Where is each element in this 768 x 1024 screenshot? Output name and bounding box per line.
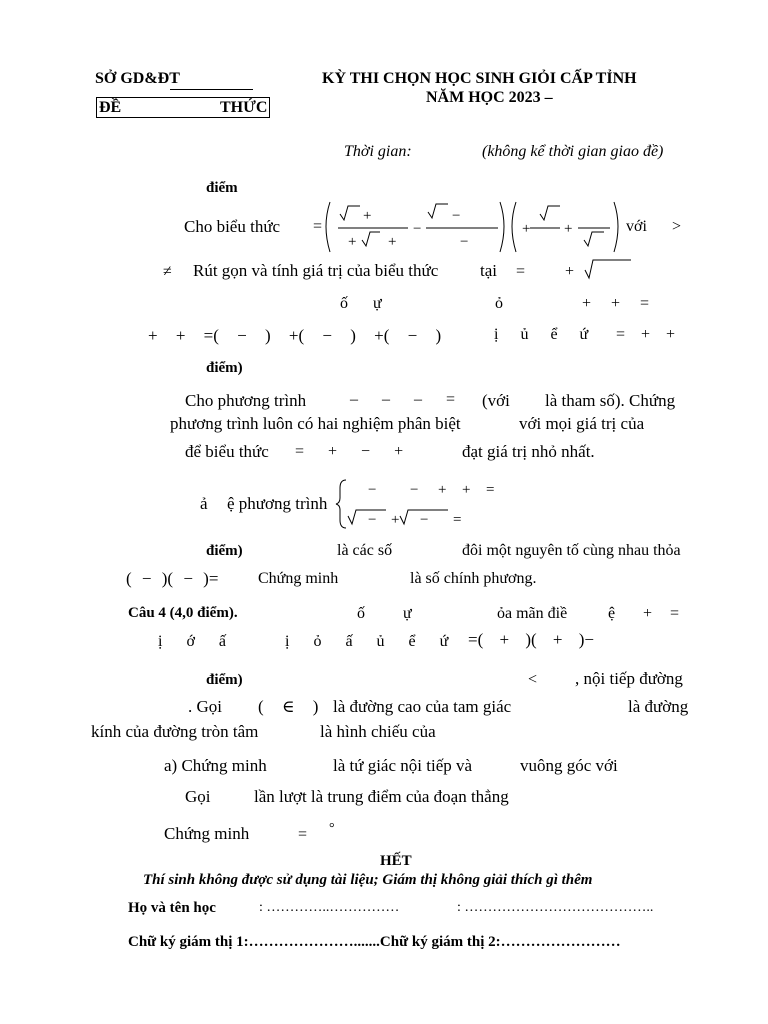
q5-a-line-a: a) Chứng minh (164, 756, 267, 775)
end-marker: HẾT (380, 853, 412, 869)
q1-tai: tại (480, 261, 497, 280)
q1-line3-ops: + + = (582, 295, 650, 312)
proctor-signatures: Chữ ký giám thị 1:………………….......Chữ ký giám thị 2:…………………… (128, 934, 621, 950)
q1-voi: với (626, 218, 647, 235)
q2-line2-a: phương trình luôn có hai nghiệm phân biệt (170, 414, 461, 433)
q2-system-a: ả (200, 494, 208, 513)
svg-text:−: − (452, 208, 461, 224)
time-note: (không kể thời gian giao đề) (482, 143, 664, 160)
q1-line3-b: ự (373, 295, 382, 312)
q1-plus2: + (565, 263, 575, 280)
official-label-left: ĐỀ (99, 99, 122, 116)
svg-text:=: = (453, 512, 462, 528)
footer-note: Thí sinh không được sử dụng tài liệu; Giám thị không giải thích gì thêm (143, 872, 593, 888)
q2-line1-c: là tham số). Chứng (545, 391, 676, 410)
q5-a-line-b: là tứ giác nội tiếp và (333, 756, 473, 775)
q2-points: điểm) (206, 360, 243, 376)
svg-text:+: + (363, 208, 372, 224)
q1-line3-a: ố (340, 295, 348, 312)
svg-text:+: + (522, 221, 531, 237)
q1-expression (320, 198, 640, 258)
system-brace (338, 478, 508, 530)
q4-line2-c: =( + )( + )− (468, 630, 594, 649)
q4-line2-a: ị ớ ấ (158, 633, 227, 650)
sqrt-icon (583, 258, 633, 282)
q4-label: Câu 4 (4,0 điểm). (128, 605, 238, 621)
q5-points: điểm) (206, 672, 243, 688)
time-label: Thời gian: (344, 143, 412, 160)
underline (170, 89, 253, 90)
svg-text:+: + (462, 482, 471, 498)
svg-text:−: − (368, 512, 377, 528)
q3-line2-eq: ( − )( − )= (126, 569, 219, 588)
q1-task: Rút gọn và tính giá trị của biểu thức (193, 261, 439, 280)
q5-line2-d: là đường (628, 697, 689, 716)
q5-c-line-a: Chứng minh (164, 824, 250, 843)
q2-line1-a: Cho phương trình (185, 391, 307, 410)
svg-text:=: = (486, 482, 495, 498)
svg-text:+: + (388, 234, 397, 250)
q3-line2-a: Chứng minh (258, 570, 339, 587)
q1-line3-c: ỏ (495, 295, 503, 312)
q3-line2-b: là số chính phương. (410, 570, 537, 587)
q1-neq: ≠ (163, 263, 172, 280)
q4-line1-c: ệ (608, 605, 616, 622)
department-label: SỞ GD&ĐT (95, 70, 180, 87)
svg-text:+: + (438, 482, 447, 498)
q1-line4-left: + + =( − ) +( − ) +( − ) (148, 326, 442, 345)
q4-line1-d: + = (643, 605, 680, 622)
q1-intro: Cho biểu thức (184, 217, 281, 236)
q5-line3-a: kính của đường tròn tâm (91, 722, 259, 741)
school-year: NĂM HỌC 2023 – (426, 89, 553, 106)
q5-line2-b: ( ∈ ) (258, 697, 319, 716)
q5-c-line-c: ° (329, 821, 335, 836)
q1-eq: = (313, 218, 323, 235)
q2-line1-ops: – – – = (350, 391, 456, 408)
official-label-right: THỨC (220, 99, 268, 116)
svg-text:+: + (391, 512, 400, 528)
candidate-number-dots: : ………………………………….. (457, 900, 654, 915)
q3-line1-b: đôi một nguyên tố cùng nhau thỏa (462, 542, 681, 559)
candidate-name-label: Họ và tên học (128, 900, 216, 916)
q5-a-line-c: vuông góc với (520, 756, 618, 775)
q2-system-b: ệ phương trình (227, 494, 328, 513)
q5-line1-a: < (528, 671, 538, 688)
q5-b-line-b: lần lượt là trung điểm của đoạn thẳng (254, 787, 509, 806)
svg-text:−: − (368, 482, 377, 498)
q5-line3-b: là hình chiếu của (320, 722, 436, 741)
q2-line3-a: để biểu thức (185, 442, 269, 461)
q1-line4-right: = + + (616, 326, 676, 343)
q4-line2-b: ị ỏ ấ ủ ể ứ (285, 633, 449, 650)
q4-line1-b: ỏa mãn điề (497, 605, 568, 622)
q2-line1-b: (với (482, 391, 510, 410)
q1-eq2: = (516, 263, 526, 280)
candidate-name-dots: : …………..…………… (259, 900, 400, 915)
exam-title: KỲ THI CHỌN HỌC SINH GIỎI CẤP TỈNH (322, 70, 637, 87)
q3-points: điểm) (206, 543, 243, 559)
q5-c-line-b: = (298, 826, 308, 843)
svg-text:−: − (460, 234, 469, 250)
q5-line2-c: là đường cao của tam giác (333, 697, 512, 716)
svg-text:+: + (564, 221, 573, 237)
q5-b-line-a: Gọi (185, 787, 211, 806)
q1-points: điểm (206, 180, 238, 196)
svg-text:−: − (410, 482, 419, 498)
q1-gt: > (672, 218, 682, 235)
q3-line1-a: là các số (337, 542, 393, 559)
q4-line1-a: ố ự (357, 605, 412, 622)
q5-line2-a: . Gọi (188, 697, 222, 716)
q2-line3-b: đạt giá trị nhỏ nhất. (462, 442, 595, 461)
svg-text:−: − (420, 512, 429, 528)
q1-line4-mid: ị ủ ể ứ (494, 326, 589, 343)
q5-line1-b: , nội tiếp đường (575, 669, 683, 688)
q2-line3-ops: = + − + (295, 443, 404, 460)
svg-text:−: − (413, 221, 422, 237)
q2-line2-b: với mọi giá trị của (519, 414, 645, 433)
svg-text:+: + (348, 234, 357, 250)
